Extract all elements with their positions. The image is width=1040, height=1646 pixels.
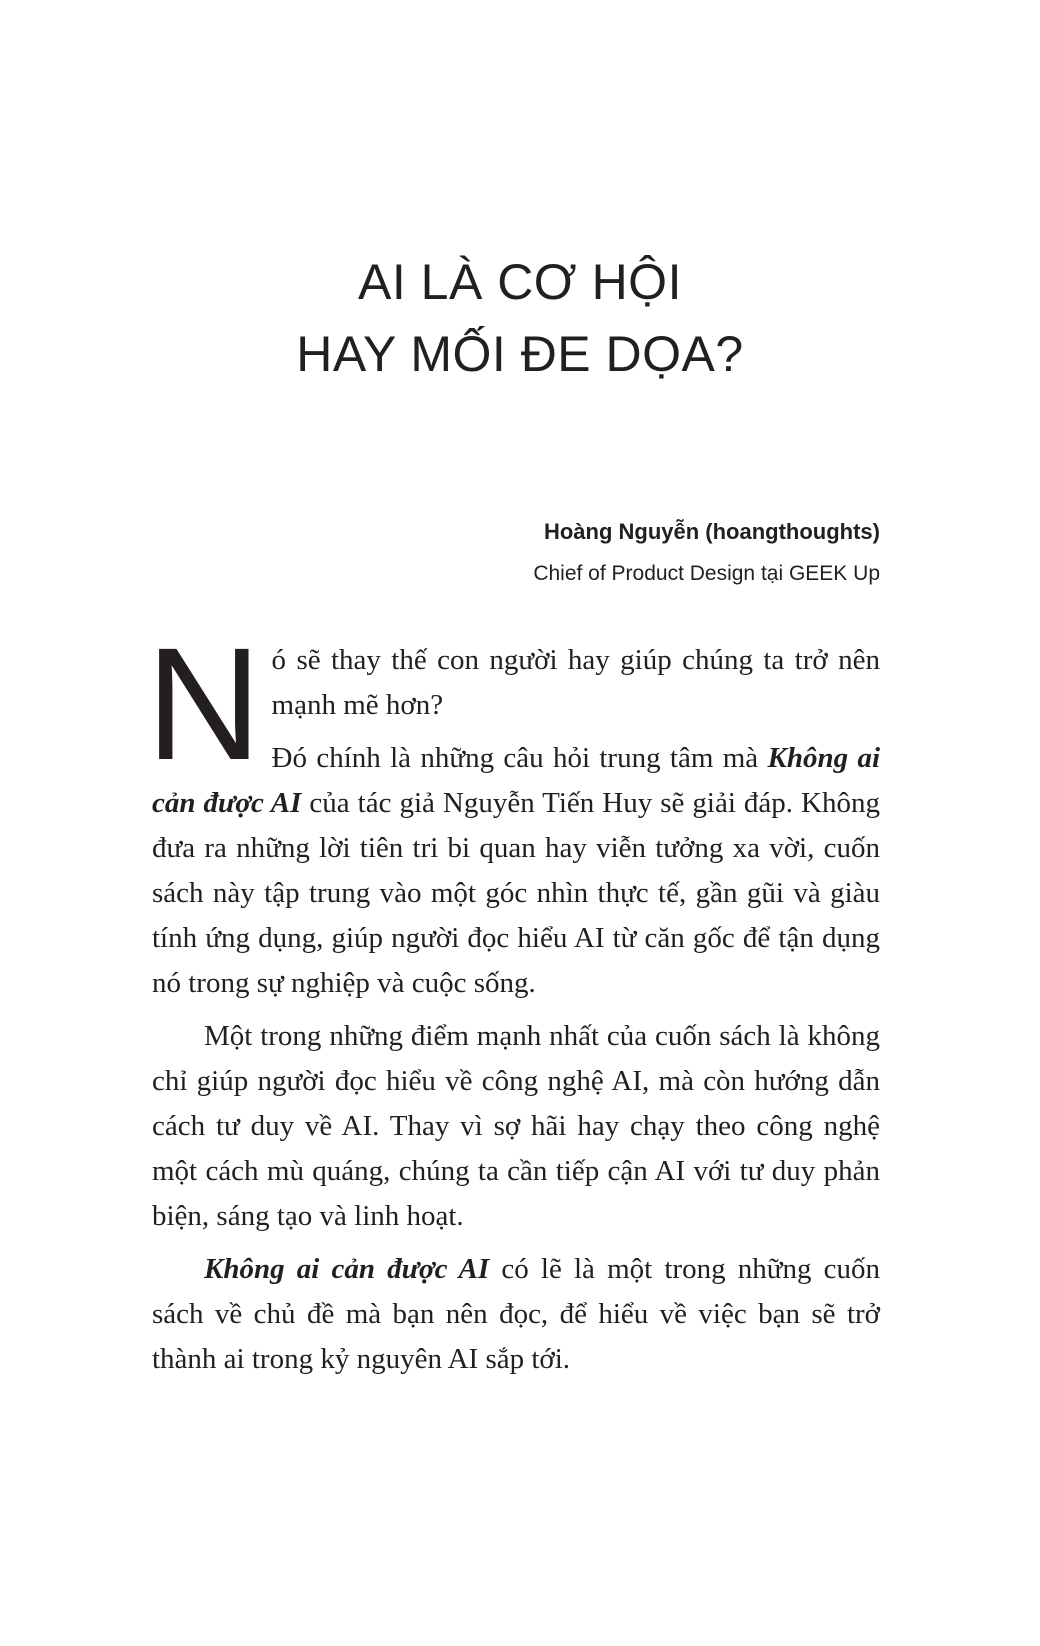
drop-cap: N <box>146 614 262 793</box>
paragraph-4-text: có lẽ là một trong những cuốn sách về chủ đề mà bạn nên đọc, để hiểu về việc bạn sẽ trở thành ai trong kỷ nguyên AI sắp tới. <box>152 1253 880 1375</box>
article-body <box>146 614 881 1390</box>
chapter-title-line-1: AI LÀ CƠ HỘI <box>358 254 682 310</box>
book-title-mention: Không ai cản được AI <box>152 742 881 819</box>
paragraph-3: Một trong những điểm mạnh nhất của cuốn sách là không chỉ giúp người đọc hiểu về công nghệ AI, mà còn hướng dẫn cách tư duy về AI. Thay vì sợ hãi hay chạy theo công nghệ một cách mù quáng, chúng ta cần tiếp cận AI với tư duy phản biện, sáng tạo và linh hoạt. <box>152 1020 880 1232</box>
chapter-title <box>0 246 1040 390</box>
author-name: Hoàng Nguyễn (hoangthoughts) <box>543 519 880 544</box>
paragraph-4 <box>152 1247 880 1382</box>
paragraph-1-text: ó sẽ thay thế con người hay giúp chúng ta trở nên mạnh mẽ hơn? <box>271 644 880 721</box>
paragraph-2-lead: Đó chính là những câu hỏi trung tâm mà <box>271 742 759 774</box>
author-role: Chief of Product Design tại GEEK Up <box>533 562 880 585</box>
book-title-mention: Không ai cản được AI <box>204 1253 490 1285</box>
paragraph-2-text: của tác giả Nguyễn Tiến Huy sẽ giải đáp. Không đưa ra những lời tiên tri bi quan hay viễn tưởng xa vời, cuốn sách này tập trung vào một góc nhìn thực tế, gần gũi và giàu tính ứng dụng, giúp người đọc hiểu AI từ căn gốc để tận dụng nó trong sự nghiệp và cuộc sống. <box>152 787 880 999</box>
chapter-title-line-2: HAY MỐI ĐE DỌA? <box>296 326 744 382</box>
byline <box>533 518 880 588</box>
